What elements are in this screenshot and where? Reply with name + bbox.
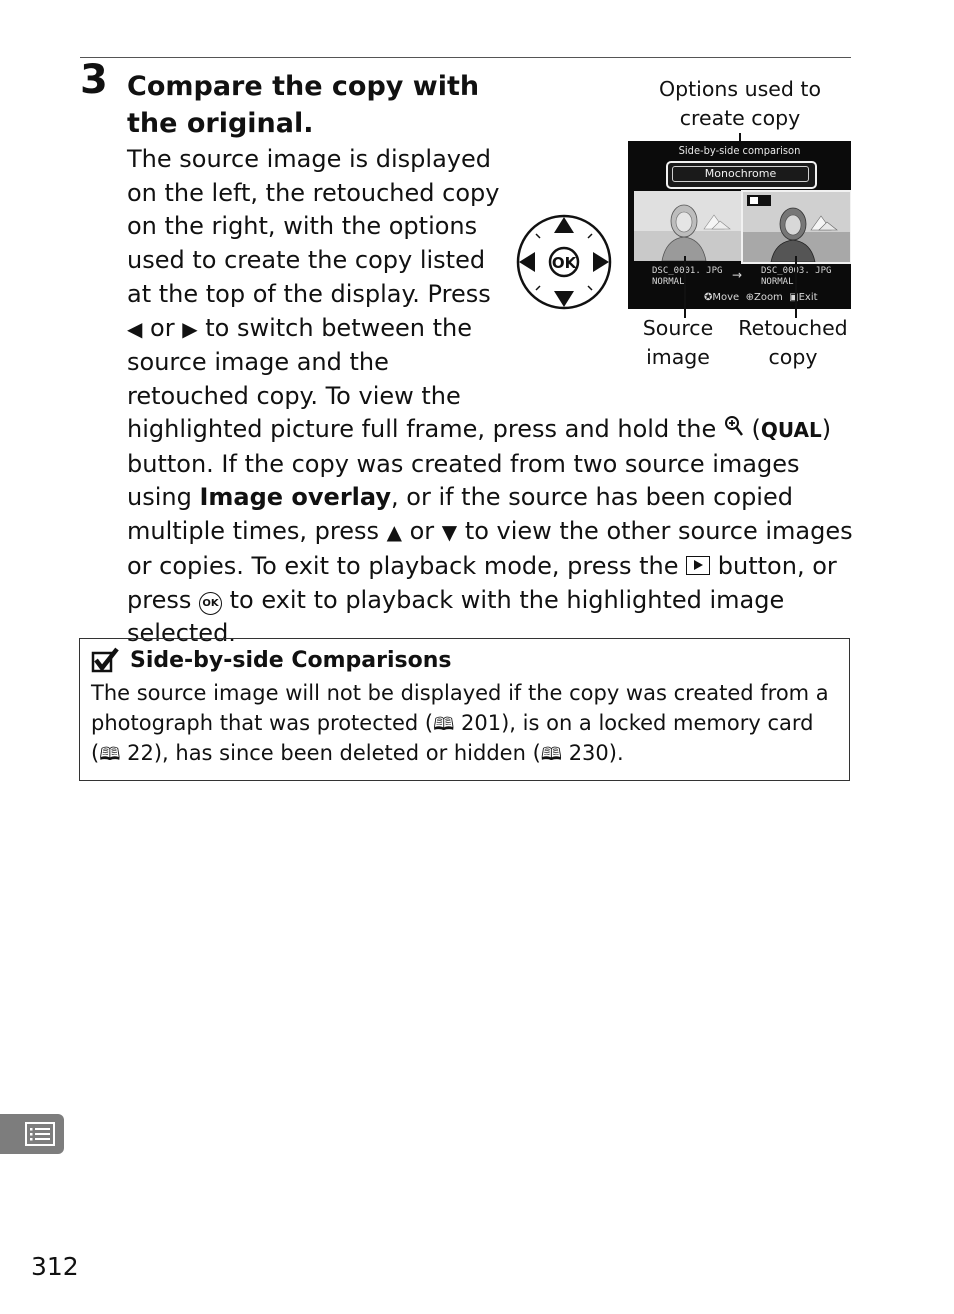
screen-option-frame [666,161,817,189]
page-number: 312 [31,1252,79,1281]
down-arrow-icon: ▼ [441,520,458,545]
book-icon: 🕮 [99,744,121,765]
source-file-info: DSC_0001. JPG NORMAL [652,266,723,287]
source-thumbnail [634,191,743,261]
screen-option-label: Monochrome [672,166,809,182]
callout-source: Source image [642,316,714,369]
playback-icon [686,556,710,575]
callout-retouched: Retouched copy [738,316,848,369]
book-icon: 🕮 [433,713,455,735]
top-rule [80,57,851,58]
ok-button-icon: OK [199,592,222,615]
right-arrow-icon: ▶ [182,316,198,341]
camera-screen [628,141,851,309]
check-note-icon [91,647,119,673]
step-text-narrow: The source image is displayed on the left, the retouched copy on the right, with the options used to create the copy listed at the top of the display. Press ◀ or ▶ to switch between the source image and the retouched copy. To view the [127,145,500,410]
multi-selector-ok-label: OK [551,254,577,272]
screen-title: Side-by-side comparison [678,144,801,157]
section-tab [0,1114,64,1154]
retouched-thumbnail [741,190,851,264]
leader-retouched [795,256,797,318]
book-icon: 🕮 [540,744,563,765]
menu-list-icon [25,1122,55,1146]
step-title: Compare the copy with the original. [127,71,480,139]
screen-footer: ✪Move ⊕Zoom ▣Exit [704,292,818,303]
step-number: 3 [80,57,108,103]
note-body: The source image will not be displayed if the copy was created from a photograph that was protected (🕮 201), is on a locked memory card (🕮 22), has since been deleted or hidden (🕮 230). [91,681,829,765]
zoom-icon: ⊕ [745,292,754,303]
retouched-file-info: DSC_0003. JPG NORMAL [761,266,832,287]
zoom-in-icon [724,415,744,439]
note-title: Side-by-side Comparisons [130,648,452,673]
note-box [79,638,850,781]
exit-icon: ▣ [789,292,799,303]
multi-selector-icon [515,213,613,311]
image-overlay-term: Image overlay [199,483,391,512]
leader-source [684,256,686,318]
callout-options: Options used to create copy [658,77,821,130]
move-icon: ✪ [704,292,713,303]
qual-button-label: QUAL [760,418,822,442]
up-arrow-icon: ▲ [386,520,402,545]
step-text-wide: highlighted picture full frame, press and hold the (QUAL) button. If the copy was created from two source images using Image overlay, or if the source has been copied multiple times, press ▲ or ▼ to view the other source images or copies. To exit to playback mode, press the button, or press OK to exit to playback with the highlighted image selected. [127,415,853,648]
screen-arrow: → [732,268,743,282]
left-arrow-icon: ◀ [127,316,143,341]
